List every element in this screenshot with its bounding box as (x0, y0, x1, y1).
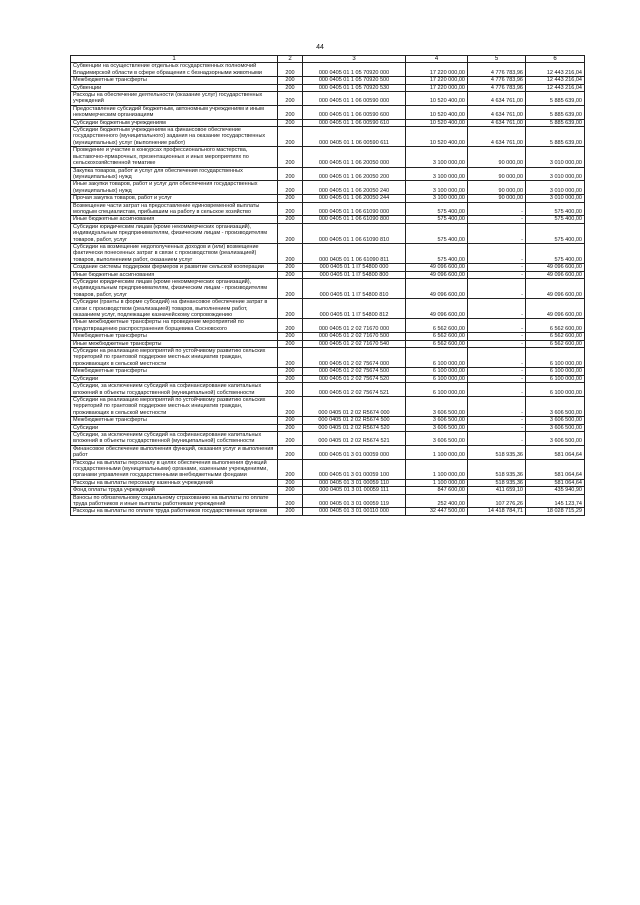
row-kbk: 000 0405 01 2 02 R5674 521 (303, 431, 406, 445)
row-rest-value: 6 100 000,00 (526, 368, 585, 375)
row-code: 200 (278, 105, 303, 119)
row-rest-value: 3 010 000,00 (526, 181, 585, 195)
row-kbk: 000 0405 01 1 06 20050 000 (303, 147, 406, 167)
row-fact-value: 518 935,36 (468, 479, 526, 486)
column-header: 5 (468, 56, 526, 63)
row-plan-value: 10 520 400,00 (406, 105, 468, 119)
table-row (71, 431, 585, 445)
row-fact-value: - (468, 368, 526, 375)
row-plan-value: 49 096 600,00 (406, 299, 468, 319)
row-plan-value: 6 100 000,00 (406, 375, 468, 382)
row-rest-value: 581 064,64 (526, 479, 585, 486)
row-code: 200 (278, 167, 303, 181)
row-fact-value: 90 000,00 (468, 181, 526, 195)
row-rest-value: 49 096 600,00 (526, 264, 585, 271)
row-plan-value: 6 100 000,00 (406, 368, 468, 375)
row-code: 200 (278, 340, 303, 347)
row-rest-value: 3 010 000,00 (526, 167, 585, 181)
row-fact-value: - (468, 202, 526, 216)
column-header: 3 (303, 56, 406, 63)
row-fact-value: 4 634 761,00 (468, 119, 526, 126)
row-code: 200 (278, 383, 303, 397)
row-name: Субсидии, за исключением субсидий на софинансирование капитальных вложений в объекты государственной (муниципальной) собственности (71, 383, 278, 397)
column-header: 1 (71, 56, 278, 63)
row-name: Создание системы поддержки фермеров и развитие сельской кооперации (71, 264, 278, 271)
row-name: Субсидии на возмещение недополученных доходов и (или) возмещение фактически понесенных затрат в связи с производством (реализацией) товаров, выполнением работ, оказанием услуг (71, 243, 278, 263)
row-name: Межбюджетные трансферты (71, 417, 278, 424)
row-rest-value: 49 096 600,00 (526, 271, 585, 278)
row-kbk: 000 0405 01 3 01 00110 000 (303, 508, 406, 515)
row-plan-value: 1 100 000,00 (406, 445, 468, 459)
row-code: 200 (278, 508, 303, 515)
row-name: Расходы на выплаты персоналу казенных учреждений (71, 479, 278, 486)
row-code: 200 (278, 92, 303, 106)
row-plan-value: 575 400,00 (406, 223, 468, 243)
row-name: Субсидии на реализацию мероприятий по устойчивому развитию сельских территорий по грантовой поддержке местных инициатив граждан, проживающих в сельской местности (71, 348, 278, 368)
row-plan-value: 6 100 000,00 (406, 383, 468, 397)
row-name: Субсидии (71, 375, 278, 382)
row-rest-value: 49 096 600,00 (526, 279, 585, 299)
row-code: 200 (278, 494, 303, 508)
row-plan-value: 10 520 400,00 (406, 92, 468, 106)
row-fact-value: 107 276,26 (468, 494, 526, 508)
row-name: Субсидии (гранты в форме субсидий) на финансовое обеспечение затрат в связи с производством (реализацией) товаров, выполнением работ, оказанием услуг, подлежащие казначейскому сопровождению (71, 299, 278, 319)
row-kbk: 000 0405 01 1 06 00590 611 (303, 127, 406, 147)
row-kbk: 000 0405 01 1 06 00590 600 (303, 105, 406, 119)
row-plan-value: 3 606 500,00 (406, 396, 468, 416)
row-code: 200 (278, 119, 303, 126)
row-rest-value: 3 606 500,00 (526, 396, 585, 416)
row-code: 200 (278, 431, 303, 445)
row-fact-value: - (468, 340, 526, 347)
row-rest-value: 6 100 000,00 (526, 375, 585, 382)
row-plan-value: 17 220 000,00 (406, 63, 468, 77)
row-fact-value: 14 418 784,71 (468, 508, 526, 515)
row-kbk: 000 0405 01 1 I7 54800 800 (303, 271, 406, 278)
row-kbk: 000 0405 01 1 06 00590 000 (303, 92, 406, 106)
table-row (71, 105, 585, 119)
table-row (71, 92, 585, 106)
table-row (71, 195, 585, 202)
row-kbk: 000 0405 01 1 I7 54800 812 (303, 299, 406, 319)
row-code: 200 (278, 333, 303, 340)
row-code: 200 (278, 264, 303, 271)
row-rest-value: 435 940,90 (526, 487, 585, 494)
table-header-row (71, 56, 585, 63)
row-plan-value: 32 447 500,00 (406, 508, 468, 515)
table-row (71, 494, 585, 508)
row-name: Возмещение части затрат на предоставление единовременной выплаты молодым специалистам, прибывшим на работу в сельское хозяйство (71, 202, 278, 216)
table-row (71, 77, 585, 84)
row-code: 200 (278, 348, 303, 368)
row-rest-value: 3 606 500,00 (526, 431, 585, 445)
row-kbk: 000 0405 01 3 01 00059 119 (303, 494, 406, 508)
row-code: 200 (278, 396, 303, 416)
row-fact-value: - (468, 383, 526, 397)
table-row (71, 167, 585, 181)
row-rest-value: 6 562 600,00 (526, 340, 585, 347)
row-code: 200 (278, 368, 303, 375)
table-row (71, 375, 585, 382)
row-plan-value: 10 520 400,00 (406, 119, 468, 126)
row-plan-value: 3 100 000,00 (406, 147, 468, 167)
row-kbk: 000 0405 01 3 01 00059 000 (303, 445, 406, 459)
row-fact-value: - (468, 348, 526, 368)
row-code: 200 (278, 147, 303, 167)
row-name: Расходы на выплаты персоналу в целях обеспечения выполнения функций государственными (муниципальными) органами, казенными учреждениями, органами управления государственными внебюджетными фондами (71, 459, 278, 479)
row-kbk: 000 0405 01 1 06 20050 200 (303, 167, 406, 181)
row-fact-value: - (468, 299, 526, 319)
table-row (71, 368, 585, 375)
table-row (71, 487, 585, 494)
row-plan-value: 252 400,00 (406, 494, 468, 508)
row-kbk: 000 0405 01 2 02 71670 540 (303, 340, 406, 347)
row-name: Расходы на обеспечение деятельности (оказание услуг) государственных учреждений (71, 92, 278, 106)
row-rest-value: 6 562 600,00 (526, 319, 585, 333)
row-name: Субсидии юридическим лицам (кроме некоммерческих организаций), индивидуальным предпринимателям, физическим лицам - производителям товаров, работ, услуг (71, 223, 278, 243)
column-header: 2 (278, 56, 303, 63)
row-rest-value: 3 010 000,00 (526, 147, 585, 167)
row-kbk: 000 0405 01 1 06 61090 000 (303, 202, 406, 216)
row-rest-value: 575 400,00 (526, 216, 585, 223)
row-fact-value: 518 935,36 (468, 459, 526, 479)
table-row (71, 348, 585, 368)
row-plan-value: 17 220 000,00 (406, 77, 468, 84)
row-fact-value: - (468, 333, 526, 340)
row-kbk: 000 0405 01 2 02 75674 521 (303, 383, 406, 397)
row-rest-value: 5 885 639,00 (526, 127, 585, 147)
row-plan-value: 1 100 000,00 (406, 459, 468, 479)
row-kbk: 000 0405 01 1 06 61090 810 (303, 223, 406, 243)
row-name: Прочая закупка товаров, работ и услуг (71, 195, 278, 202)
row-fact-value: - (468, 417, 526, 424)
row-kbk: 000 0405 01 1 I7 54800 810 (303, 279, 406, 299)
budget-table (70, 55, 585, 516)
row-plan-value: 49 096 600,00 (406, 279, 468, 299)
row-name: Иные межбюджетные трансферты на проведение мероприятий по предотвращению распространения борщевика Сосновского (71, 319, 278, 333)
row-code: 200 (278, 479, 303, 486)
row-code: 200 (278, 84, 303, 91)
row-plan-value: 6 100 000,00 (406, 348, 468, 368)
row-rest-value: 12 443 216,04 (526, 77, 585, 84)
row-kbk: 000 0405 01 1 06 00590 610 (303, 119, 406, 126)
table-row (71, 319, 585, 333)
table-row (71, 147, 585, 167)
row-name: Межбюджетные трансферты (71, 333, 278, 340)
row-code: 200 (278, 271, 303, 278)
row-plan-value: 49 096 600,00 (406, 264, 468, 271)
row-rest-value: 3 606 500,00 (526, 424, 585, 431)
row-kbk: 000 0405 01 1 06 20050 244 (303, 195, 406, 202)
row-fact-value: 4 634 761,00 (468, 105, 526, 119)
row-fact-value: - (468, 375, 526, 382)
row-code: 200 (278, 279, 303, 299)
table-row (71, 243, 585, 263)
row-code: 200 (278, 63, 303, 77)
row-kbk: 000 0405 01 2 02 71670 500 (303, 333, 406, 340)
row-name: Субвенции (71, 84, 278, 91)
table-row (71, 264, 585, 271)
row-name: Субсидии юридическим лицам (кроме некоммерческих организаций), индивидуальным предпринимателям, физическим лицам - производителям товаров, работ, услуг (71, 279, 278, 299)
table-row (71, 459, 585, 479)
row-kbk: 000 0405 01 1 05 70920 530 (303, 84, 406, 91)
row-rest-value: 6 100 000,00 (526, 348, 585, 368)
row-rest-value: 575 400,00 (526, 202, 585, 216)
row-name: Межбюджетные трансферты (71, 77, 278, 84)
row-kbk: 000 0405 01 2 02 75674 000 (303, 348, 406, 368)
table-row (71, 424, 585, 431)
row-name: Субсидии бюджетным учреждениям на финансовое обеспечение государственного (муниципального) задания на оказание государственных (муниципальных) услуг (выполнение работ) (71, 127, 278, 147)
row-fact-value: 4 634 761,00 (468, 127, 526, 147)
row-rest-value: 6 100 000,00 (526, 383, 585, 397)
row-rest-value: 6 562 600,00 (526, 333, 585, 340)
row-kbk: 000 0405 01 2 02 75674 520 (303, 375, 406, 382)
row-fact-value: 518 935,36 (468, 445, 526, 459)
row-kbk: 000 0405 01 3 01 00059 110 (303, 479, 406, 486)
row-code: 200 (278, 417, 303, 424)
row-name: Финансовое обеспечение выполнения функций, оказания услуг и выполнения работ (71, 445, 278, 459)
row-name: Проведение и участие в конкурсах профессионального мастерства, выставочно-ярмарочных, презентационных и иных мероприятиях по сельскохозяйственной тематике (71, 147, 278, 167)
row-rest-value: 12 443 216,04 (526, 63, 585, 77)
table-row (71, 216, 585, 223)
row-name: Иные бюджетные ассигнования (71, 271, 278, 278)
row-fact-value: - (468, 223, 526, 243)
row-rest-value: 145 123,74 (526, 494, 585, 508)
row-name: Взносы по обязательному социальному страхованию на выплаты по оплате труда работников и иные выплаты работникам учреждений (71, 494, 278, 508)
row-fact-value: - (468, 396, 526, 416)
row-plan-value: 6 562 600,00 (406, 319, 468, 333)
row-code: 200 (278, 319, 303, 333)
row-name: Иные закупки товаров, работ и услуг для обеспечения государственных (муниципальных) нужд (71, 181, 278, 195)
row-rest-value: 581 064,64 (526, 459, 585, 479)
row-kbk: 000 0405 01 1 06 61090 811 (303, 243, 406, 263)
column-header: 4 (406, 56, 468, 63)
row-code: 200 (278, 299, 303, 319)
row-name: Расходы на выплаты по оплате труда работников государственных органов (71, 508, 278, 515)
row-code: 200 (278, 127, 303, 147)
row-name: Субсидии на реализацию мероприятий по устойчивому развитию сельских территорий по грантовой поддержке местных инициатив граждан, проживающих в сельской местности (71, 396, 278, 416)
row-code: 200 (278, 243, 303, 263)
row-fact-value: - (468, 271, 526, 278)
row-fact-value: 4 776 783,96 (468, 63, 526, 77)
row-kbk: 000 0405 01 3 01 00059 100 (303, 459, 406, 479)
table-row (71, 63, 585, 77)
row-kbk: 000 0405 01 1 05 70920 500 (303, 77, 406, 84)
row-kbk: 000 0405 01 1 06 61090 800 (303, 216, 406, 223)
row-rest-value: 5 885 639,00 (526, 92, 585, 106)
table-row (71, 396, 585, 416)
row-plan-value: 575 400,00 (406, 202, 468, 216)
row-fact-value: 90 000,00 (468, 147, 526, 167)
row-rest-value: 575 400,00 (526, 243, 585, 263)
row-code: 200 (278, 424, 303, 431)
row-name: Иные бюджетные ассигнования (71, 216, 278, 223)
row-name: Фонд оплаты труда учреждений (71, 487, 278, 494)
page-number: 44 (316, 44, 324, 51)
table-row (71, 508, 585, 515)
row-fact-value: 4 776 783,96 (468, 77, 526, 84)
table-row (71, 271, 585, 278)
row-fact-value: - (468, 279, 526, 299)
row-kbk: 000 0405 01 2 02 71670 000 (303, 319, 406, 333)
row-name: Иные межбюджетные трансферты (71, 340, 278, 347)
row-code: 200 (278, 223, 303, 243)
row-code: 200 (278, 195, 303, 202)
row-kbk: 000 0405 01 2 02 R5674 500 (303, 417, 406, 424)
row-rest-value: 5 885 639,00 (526, 119, 585, 126)
row-plan-value: 6 562 600,00 (406, 333, 468, 340)
table-row (71, 279, 585, 299)
row-rest-value: 3 606 500,00 (526, 417, 585, 424)
row-rest-value: 581 064,64 (526, 445, 585, 459)
row-name: Закупка товаров, работ и услуг для обеспечения государственных (муниципальных) нужд (71, 167, 278, 181)
row-fact-value: 90 000,00 (468, 195, 526, 202)
row-name: Предоставление субсидий бюджетным, автономным учреждениям и иным некоммерческим организациям (71, 105, 278, 119)
table-row (71, 127, 585, 147)
row-plan-value: 847 600,00 (406, 487, 468, 494)
row-plan-value: 10 520 400,00 (406, 127, 468, 147)
row-rest-value: 575 400,00 (526, 223, 585, 243)
row-plan-value: 1 100 000,00 (406, 479, 468, 486)
row-kbk: 000 0405 01 2 02 R5674 000 (303, 396, 406, 416)
table-row (71, 299, 585, 319)
row-rest-value: 18 028 715,29 (526, 508, 585, 515)
table-row (71, 84, 585, 91)
row-plan-value: 6 562 600,00 (406, 340, 468, 347)
row-plan-value: 3 606 500,00 (406, 424, 468, 431)
row-name: Субсидии, за исключением субсидий на софинансирование капитальных вложений в объекты государственной (муниципальной) собственности (71, 431, 278, 445)
row-fact-value: 4 634 761,00 (468, 92, 526, 106)
table-row (71, 340, 585, 347)
table-row (71, 119, 585, 126)
table-row (71, 479, 585, 486)
row-plan-value: 3 100 000,00 (406, 181, 468, 195)
row-name: Межбюджетные трансферты (71, 368, 278, 375)
row-kbk: 000 0405 01 2 02 R5674 520 (303, 424, 406, 431)
column-header: 6 (526, 56, 585, 63)
row-fact-value: - (468, 431, 526, 445)
row-fact-value: 4 776 783,96 (468, 84, 526, 91)
row-plan-value: 49 096 600,00 (406, 271, 468, 278)
row-code: 200 (278, 77, 303, 84)
row-fact-value: - (468, 264, 526, 271)
row-code: 200 (278, 445, 303, 459)
row-fact-value: 90 000,00 (468, 167, 526, 181)
row-rest-value: 5 885 639,00 (526, 105, 585, 119)
table-row (71, 223, 585, 243)
row-plan-value: 3 100 000,00 (406, 167, 468, 181)
row-kbk: 000 0405 01 1 06 20050 240 (303, 181, 406, 195)
row-plan-value: 3 100 000,00 (406, 195, 468, 202)
row-rest-value: 12 443 216,04 (526, 84, 585, 91)
table-row (71, 202, 585, 216)
row-rest-value: 49 096 600,00 (526, 299, 585, 319)
row-code: 200 (278, 487, 303, 494)
row-fact-value: 411 659,10 (468, 487, 526, 494)
row-plan-value: 575 400,00 (406, 243, 468, 263)
row-name: Субвенции на осуществление отдельных государственных полномочий Владимирской области в сфере обращения с безнадзорными животными (71, 63, 278, 77)
table-row (71, 417, 585, 424)
row-code: 200 (278, 459, 303, 479)
table-row (71, 383, 585, 397)
row-code: 200 (278, 216, 303, 223)
row-code: 200 (278, 202, 303, 216)
table-row (71, 181, 585, 195)
row-rest-value: 3 010 000,00 (526, 195, 585, 202)
row-name: Субсидии (71, 424, 278, 431)
row-fact-value: - (468, 216, 526, 223)
row-code: 200 (278, 181, 303, 195)
row-kbk: 000 0405 01 2 02 75674 500 (303, 368, 406, 375)
row-kbk: 000 0405 01 3 01 00059 111 (303, 487, 406, 494)
row-name: Субсидии бюджетным учреждениям (71, 119, 278, 126)
row-plan-value: 17 220 000,00 (406, 84, 468, 91)
row-plan-value: 3 606 500,00 (406, 431, 468, 445)
row-fact-value: - (468, 243, 526, 263)
row-plan-value: 575 400,00 (406, 216, 468, 223)
row-fact-value: - (468, 319, 526, 333)
table-row (71, 333, 585, 340)
row-plan-value: 3 606 500,00 (406, 417, 468, 424)
row-kbk: 000 0405 01 1 I7 54800 000 (303, 264, 406, 271)
row-kbk: 000 0405 01 1 05 70920 000 (303, 63, 406, 77)
table-row (71, 445, 585, 459)
row-code: 200 (278, 375, 303, 382)
row-fact-value: - (468, 424, 526, 431)
